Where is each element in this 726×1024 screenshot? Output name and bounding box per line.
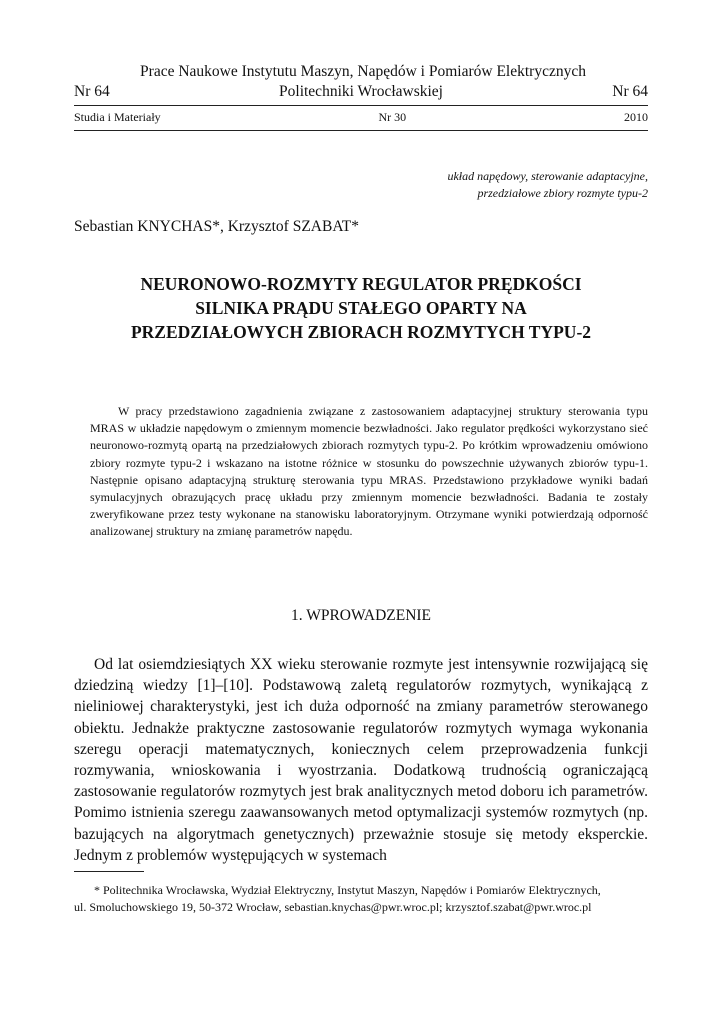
footnote-line1: * Politechnika Wrocławska, Wydział Elektryczny, Instytut Maszyn, Napędów i Pomiarów Elektrycznych, <box>94 883 601 897</box>
journal-title-line1: Prace Naukowe Instytutu Maszyn, Napędów i Pomiarów Elektrycznych <box>140 63 586 80</box>
title-line3: PRZEDZIAŁOWYCH ZBIORACH ROZMYTYCH TYPU-2 <box>130 322 592 342</box>
title-line1: NEURONOWO-ROZMYTY REGULATOR PRĘDKOŚCI <box>140 274 582 294</box>
footnote-line2: ul. Smoluchowskiego 19, 50-372 Wrocław, sebastian.knychas@pwr.wroc.pl; krzysztof.szabat@pwr.wroc.pl <box>74 900 592 914</box>
header-divider <box>74 105 648 106</box>
series-number: Nr 30 <box>378 110 407 124</box>
issue-number-right: Nr 64 <box>612 83 648 100</box>
title-line2: SILNIKA PRĄDU STAŁEGO OPARTY NA <box>195 298 527 318</box>
keywords-line1: układ napędowy, sterowanie adaptacyjne, <box>447 169 648 183</box>
section-heading: 1. WPROWADZENIE <box>290 607 432 624</box>
series-name: Studia i Materiały <box>74 110 161 124</box>
paper-title <box>74 272 648 344</box>
footnote-divider <box>74 871 144 872</box>
series-row <box>74 110 648 125</box>
issue-number-left: Nr 64 <box>74 83 110 100</box>
journal-header-row <box>74 83 648 101</box>
series-divider <box>74 130 648 131</box>
publication-year: 2010 <box>623 110 648 124</box>
authors: Sebastian KNYCHAS*, Krzysztof SZABAT* <box>74 218 360 235</box>
keywords-line2: przedziałowe zbiory rozmyte typu-2 <box>477 186 648 200</box>
journal-title-line2: Politechniki Wrocławskiej <box>279 83 443 100</box>
footnote <box>74 882 648 916</box>
keywords <box>328 168 648 202</box>
body-text <box>74 654 648 866</box>
body-paragraph: Od lat osiemdziesiątych XX wieku sterowanie rozmyte jest intensywnie rozwijającą się dziedziną wiedzy [1]–[10]. Podstawową zaletą regulatorów rozmytych, wynikającą z nieliniowej charakterystyki, jest ich duża odporność na zmiany parametrów sterowanego obiektu. Jednakże praktyczne zastosowanie regulatorów rozmytych wymaga wykonania szeregu operacji matematycznych, koniecznych celem przeprowadzenia funkcji rozmywania, wnioskowania i wyostrzania. Dodatkową trudnością ograniczającą zastosowanie regulatorów rozmytych jest brak analitycznych metod doboru ich parametrów. Pomimo istnienia szeregu zaawansowanych metod optymalizacji systemów rozmytych (np. bazujących na algorytmach genetycznych) przeważnie stosuje się metody eksperckie. Jednym z problemów występujących w systemach <box>74 656 648 864</box>
abstract <box>90 403 648 541</box>
abstract-text: W pracy przedstawiono zagadnienia związane z zastosowaniem adaptacyjnej struktury sterowania typu MRAS w układzie napędowym o zmiennym momencie bezwładności. Jako regulator prędkości wykorzystano sieć neuronowo-rozmytą opartą na przedziałowych zbiorach rozmytych typu-2. Po krótkim wprowadzeniu omówiono zbiory rozmyte typu-2 i wskazano na istotne różnice w stosunku do powszechnie używanych zbiorów typu-1. Następnie opisano adaptacyjną strukturę sterowania typu MRAS. Przedstawiono przykładowe wyniki badań symulacyjnych obrazujących pracę układu przy zmiennym momencie bezwładności. Badania te zostały zweryfikowane przez testy wykonane na stanowisku laboratoryjnym. Otrzymane wyniki potwierdzają odporność analizowanej struktury na zmianę parametrów napędu. <box>90 404 648 539</box>
